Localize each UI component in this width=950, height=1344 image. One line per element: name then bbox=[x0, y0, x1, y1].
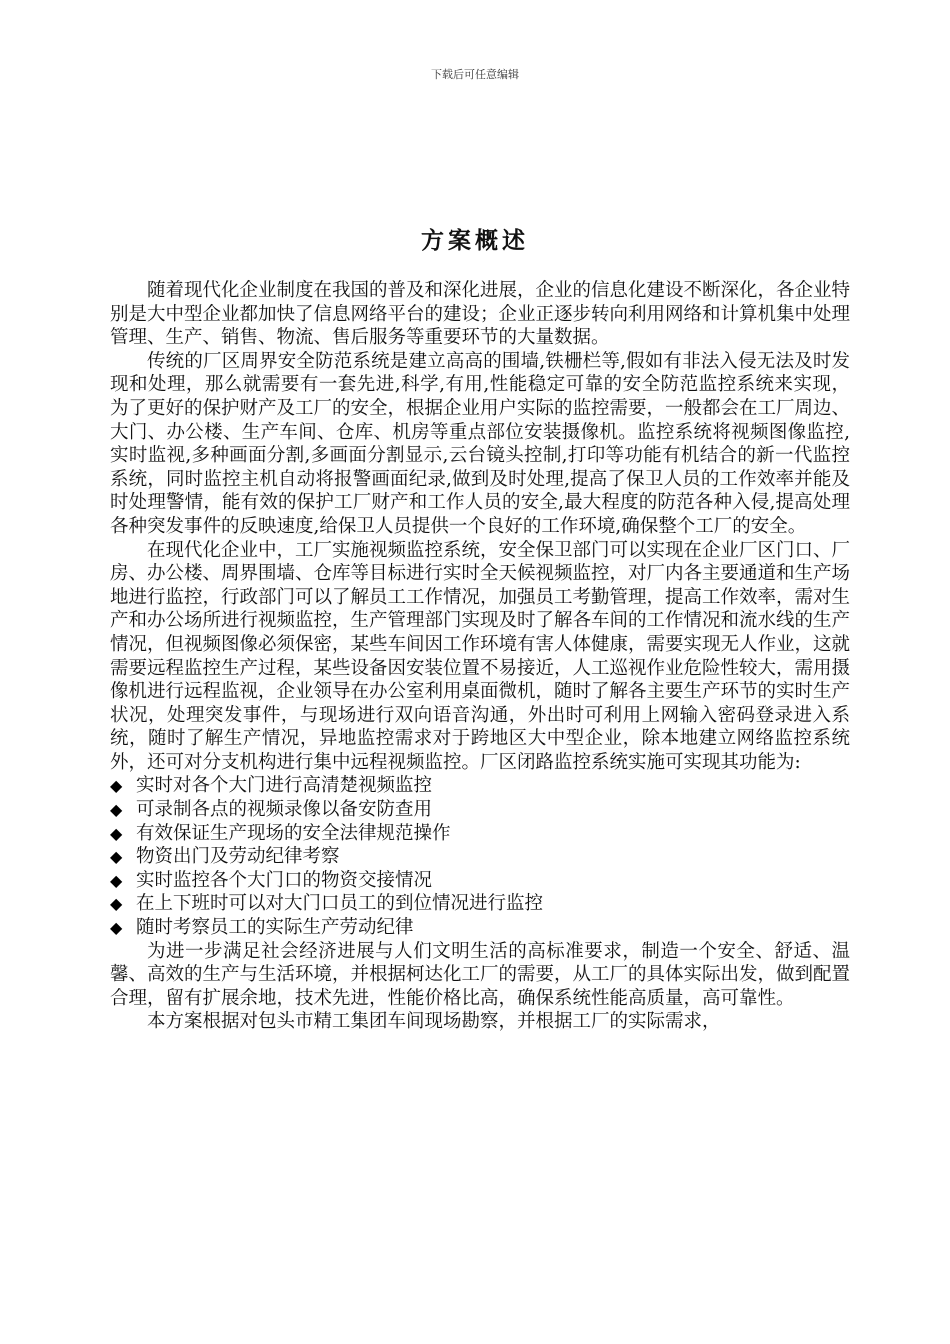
list-item-text: 有效保证生产现场的安全法律规范操作 bbox=[136, 822, 451, 844]
list-item-text: 物资出门及劳动纪律考察 bbox=[136, 846, 340, 868]
paragraph-traditional-security: 传统的厂区周界安全防范系统是建立高高的围墙,铁栅栏等,假如有非法入侵无法及时发现和处理，那么就需要有一套先进,科学,有用,性能稳定可靠的安全防范监控系统来实现， 为了更好的保护财产及工厂的安全，根据企业用户实际的监控需要，一般都会在工厂周边、大门、办公楼、生产车间、仓库、机房等重点部位安装摄像机。监控系统将视频图像监控,实时监视,多种画面分割,多画面分割显示,云台镜头控制,打印等功能有机结合的新一代监控系统，同时监控主机自动将报警画面纪录,做到及时处理,提高了保卫人员的工作效率并能及时处理警情，能有效的保护工厂财产和工作人员的安全,最大程度的防范各种入侵,提高处理各种突发事件的反映速度,给保卫人员提供一个良好的工作环境,确保整个工厂的安全。 bbox=[110, 350, 851, 537]
list-item-text: 实时监控各个大门口的物资交接情况 bbox=[136, 869, 433, 891]
list-item-text: 在上下班时可以对大门口员工的到位情况进行监控 bbox=[136, 893, 544, 915]
paragraph-scope: 本方案根据对包头市精工集团车间现场勘察，并根据工厂的实际需求， bbox=[147, 1011, 721, 1033]
paragraph-modern-enterprise: 在现代化企业中，工厂实施视频监控系统，安全保卫部门可以实现在企业厂区门口、厂房、办公楼、周界围墙、仓库等目标进行实时全天候视频监控，对厂内各主要通道和生产场地进行监控，行政部门可以了解员工工作情况，加强员工考勤管理，提高工作效率，需对生产和办公场所进行视频监控，生产管理部门实现及时了解各车间的工作情况和流水线的生产情况，但视频图像必须保密，某些车间因工作环境有害人体健康，需要实现无人作业，这就需要远程监控生产过程，某些设备因安装位置不易接近，人工巡视作业危险性较大，需用摄像机进行远程监视，企业领导在办公室利用桌面微机，随时了解各主要生产环节的实时生产状况，处理突发事件，与现场进行双向语音沟通，外出时可利用上网输入密码登录进入系统，随时了解生产情况，异地监控需求对于跨地区大中型企业，除本地建立网络监控系统外，还可对分支机构进行集中远程视频监控。厂区闭路监控系统实施可实现其功能为: bbox=[110, 539, 851, 773]
diamond-bullet-icon: ◆ bbox=[110, 918, 123, 938]
function-list bbox=[110, 774, 850, 939]
page-header-note: 下载后可任意编辑 bbox=[431, 68, 519, 81]
paragraph-intro: 随着现代化企业制度在我国的普及和深化进展，企业的信息化建设不断深化，各企业特别是大中型企业都加快了信息网络平台的建设；企业正逐步转向利用网络和计算机集中处理管理、生产、销售、物流、售后服务等重要环节的大量数据。 bbox=[110, 280, 851, 349]
paragraph-goals: 为进一步满足社会经济进展与人们文明生活的高标准要求，制造一个安全、舒适、温馨、高效的生产与生活环境，并根据柯达化工厂的需要，从工厂的具体实际出发，做到配置合理，留有扩展余地，技术先进，性能价格比高，确保系统性能高质量，高可靠性。 bbox=[110, 940, 851, 1009]
list-item bbox=[110, 869, 850, 893]
diamond-bullet-icon: ◆ bbox=[110, 823, 123, 843]
list-item bbox=[110, 774, 850, 798]
diamond-bullet-icon: ◆ bbox=[110, 870, 123, 890]
list-item bbox=[110, 892, 850, 916]
list-item-text: 实时对各个大门进行高清楚视频监控 bbox=[136, 775, 433, 797]
diamond-bullet-icon: ◆ bbox=[110, 847, 123, 867]
list-item bbox=[110, 916, 850, 940]
diamond-bullet-icon: ◆ bbox=[110, 776, 123, 796]
list-item bbox=[110, 822, 850, 846]
diamond-bullet-icon: ◆ bbox=[110, 800, 123, 820]
list-item-text: 随时考察员工的实际生产劳动纪律 bbox=[136, 917, 414, 939]
list-item bbox=[110, 798, 850, 822]
list-item bbox=[110, 845, 850, 869]
page-title: 方案概述 bbox=[421, 228, 529, 254]
diamond-bullet-icon: ◆ bbox=[110, 894, 123, 914]
list-item-text: 可录制各点的视频录像以备安防查用 bbox=[136, 799, 433, 821]
document-body bbox=[110, 279, 850, 1034]
